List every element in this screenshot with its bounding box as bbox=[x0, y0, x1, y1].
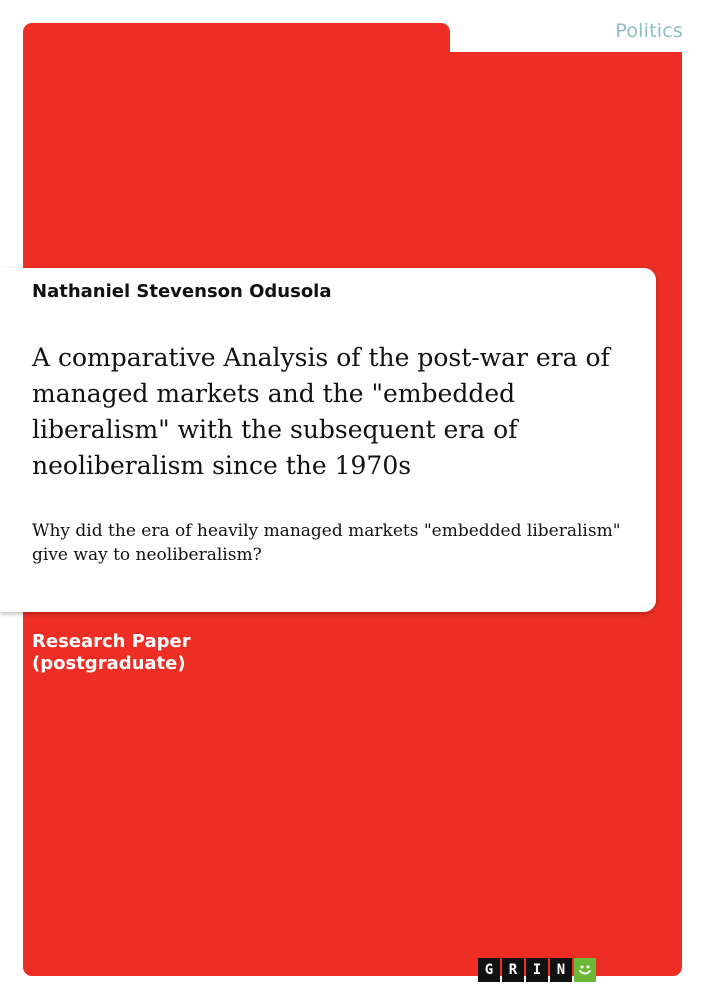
paper-type bbox=[32, 631, 332, 675]
logo-letter-r: R bbox=[502, 958, 524, 982]
logo-letter-g: G bbox=[478, 958, 500, 982]
book-subtitle: Why did the era of heavily managed markets "embedded liberalism" give way to neoliberalism? bbox=[32, 521, 621, 565]
book-title: A comparative Analysis of the post-war era of managed markets and the "embedded liberalism" with the subsequent era of neoliberalism since the 1970s bbox=[32, 343, 610, 480]
logo-letter-n: N bbox=[550, 958, 572, 982]
paper-type-line-2: (postgraduate) bbox=[32, 653, 186, 674]
paper-type-line-1: Research Paper bbox=[32, 631, 191, 652]
logo-letter-i: I bbox=[526, 958, 548, 982]
publisher-logo bbox=[478, 958, 596, 982]
author-name: Nathaniel Stevenson Odusola bbox=[32, 281, 332, 302]
smile-icon bbox=[574, 958, 596, 982]
category-label: Politics bbox=[615, 20, 683, 42]
